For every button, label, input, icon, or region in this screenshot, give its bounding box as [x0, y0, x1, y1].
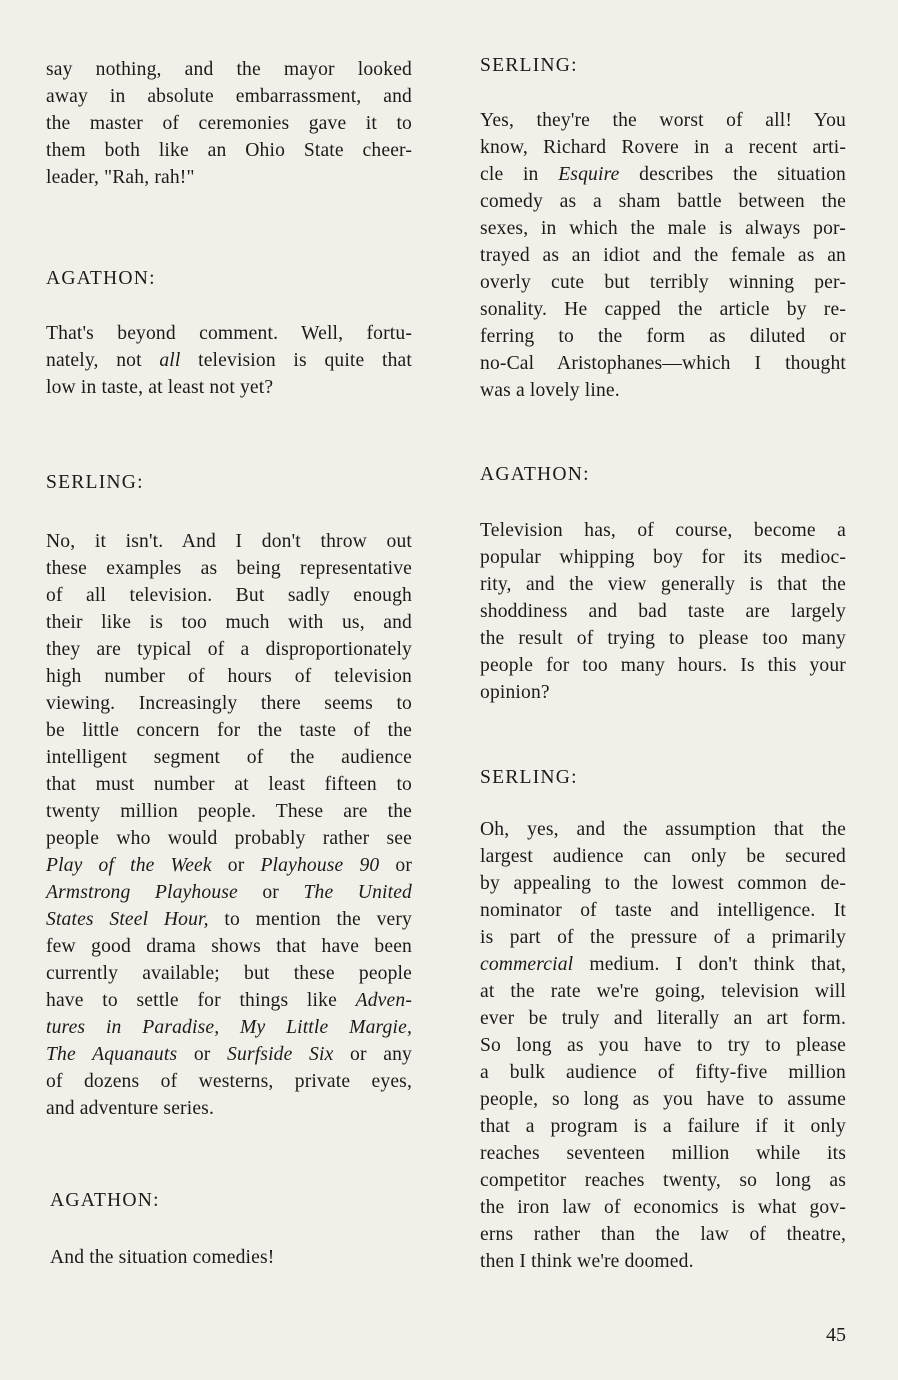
text-line: No, it isn't. And I don't throw out: [46, 531, 412, 552]
text-line: these examples as being representative: [46, 558, 412, 579]
paragraph-beyond-comment: [46, 320, 412, 401]
speaker-label-serling: SERLING:: [46, 472, 144, 493]
text-line: them both like an Ohio State cheer-: [46, 140, 412, 161]
text-line: people, so long as you have to assume: [480, 1089, 846, 1110]
show-title: Surfside Six: [227, 1044, 334, 1065]
page-number: 45: [826, 1324, 846, 1346]
text-line: [480, 161, 846, 188]
text-line: Oh, yes, and the assumption that the: [480, 819, 846, 840]
text-line: ever be truly and literally an art form.: [480, 1008, 846, 1029]
text-line: away in absolute embarrassment, and: [46, 86, 412, 107]
text-segment: or any: [333, 1044, 412, 1065]
text-line: low in taste, at least not yet?: [46, 377, 274, 398]
text-line: [46, 906, 412, 933]
text-segment: describes the situation: [619, 164, 846, 185]
text-line: that a program is a failure if it only: [480, 1116, 846, 1137]
text-segment: or: [379, 855, 412, 876]
paragraph-mayor: [46, 56, 412, 191]
text-line: largest audience can only be secured: [480, 846, 846, 867]
text-line: opinion?: [480, 682, 550, 703]
text-line: trayed as an idiot and the female as an: [480, 245, 846, 266]
magazine-title: Esquire: [558, 164, 620, 185]
show-title: States Steel Hour,: [46, 909, 209, 930]
text-line: be little concern for the taste of the: [46, 720, 412, 741]
show-title: Adven-: [355, 990, 412, 1011]
text-line: shoddiness and bad taste are largely: [480, 601, 846, 622]
speaker-label-agathon: AGATHON:: [46, 268, 156, 289]
speaker-label-agathon: AGATHON:: [480, 464, 590, 485]
speaker-label-serling: SERLING:: [480, 767, 578, 788]
text-line: [46, 1014, 412, 1041]
text-line: competitor reaches twenty, so long as: [480, 1170, 846, 1191]
text-line: rity, and the view generally is that the: [480, 574, 846, 595]
text-segment: to mention the very: [208, 909, 412, 930]
text-segment: television is quite that: [180, 350, 412, 371]
text-line: So long as you have to try to please: [480, 1035, 846, 1056]
text-line: high number of hours of television: [46, 666, 412, 687]
text-line: know, Richard Rovere in a recent arti-: [480, 137, 846, 158]
text-line: the iron law of economics is what gov-: [480, 1197, 846, 1218]
text-line: people for too many hours. Is this your: [480, 655, 846, 676]
text-line: nominator of taste and intelligence. It: [480, 900, 846, 921]
text-segment: or: [211, 855, 261, 876]
text-line: [46, 987, 412, 1014]
text-line: by appealing to the lowest common de-: [480, 873, 846, 894]
show-title: Playhouse 90: [260, 855, 380, 876]
text-segment: nately, not: [46, 350, 160, 371]
text-line: a bulk audience of fifty-five million: [480, 1062, 846, 1083]
text-line: [46, 879, 412, 906]
text-line: Yes, they're the worst of all! You: [480, 110, 846, 131]
show-title: The United: [303, 882, 412, 903]
paragraph-worst-of-all: [480, 107, 846, 404]
show-title: tures in Paradise, My Little Margie,: [46, 1017, 412, 1038]
text-line: [46, 852, 412, 879]
emphasis-text: commercial: [480, 954, 574, 975]
show-title: The Aquanauts: [46, 1044, 178, 1065]
text-line: no-Cal Aristophanes—which I thought: [480, 353, 846, 374]
text-line: the result of trying to please too many: [480, 628, 846, 649]
text-line: sonality. He capped the article by re-: [480, 299, 846, 320]
speaker-label-agathon: AGATHON:: [50, 1190, 160, 1211]
text-line: is part of the pressure of a primarily: [480, 927, 846, 948]
text-line: [46, 1041, 412, 1068]
show-title: Play of the Week: [46, 855, 212, 876]
text-line: twenty million people. These are the: [46, 801, 412, 822]
text-line: few good drama shows that have been: [46, 936, 412, 957]
text-line: That's beyond comment. Well, fortu-: [46, 323, 412, 344]
text-line: at the rate we're going, television will: [480, 981, 846, 1002]
text-line: leader, "Rah, rah!": [46, 167, 195, 188]
text-line: then I think we're doomed.: [480, 1251, 694, 1272]
text-line: viewing. Increasingly there seems to: [46, 693, 412, 714]
text-line: their like is too much with us, and: [46, 612, 412, 633]
paragraph-situation-comedies: [50, 1244, 416, 1271]
text-segment: medium. I don't think that,: [573, 954, 846, 975]
text-segment: have to settle for things like: [46, 990, 356, 1011]
text-line: sexes, in which the male is always por-: [480, 218, 846, 239]
text-line: of dozens of westerns, private eyes,: [46, 1071, 412, 1092]
text-line: currently available; but these people: [46, 963, 412, 984]
show-title: Armstrong Playhouse: [46, 882, 238, 903]
text-line: intelligent segment of the audience: [46, 747, 412, 768]
text-line: people who would probably rather see: [46, 828, 412, 849]
text-segment: or: [177, 1044, 228, 1065]
text-line: popular whipping boy for its medioc-: [480, 547, 846, 568]
text-line: of all television. But sadly enough: [46, 585, 412, 606]
text-line: they are typical of a disproportionately: [46, 639, 412, 660]
text-line: [480, 951, 846, 978]
text-line: was a lovely line.: [480, 380, 620, 401]
text-line: ferring to the form as diluted or: [480, 326, 846, 347]
text-line: comedy as a sham battle between the: [480, 191, 846, 212]
text-line: And the situation comedies!: [50, 1247, 275, 1268]
text-line: the master of ceremonies gave it to: [46, 113, 412, 134]
text-line: that must number at least fifteen to: [46, 774, 412, 795]
paragraph-whipping-boy: [480, 517, 846, 706]
text-line: say nothing, and the mayor looked: [46, 59, 412, 80]
text-line: overly cute but terribly winning per-: [480, 272, 846, 293]
paragraph-examples: [46, 528, 412, 1122]
text-line: reaches seventeen million while its: [480, 1143, 846, 1164]
text-segment: or: [237, 882, 304, 903]
emphasis-text: all: [159, 350, 181, 371]
text-line: Television has, of course, become a: [480, 520, 846, 541]
text-line: and adventure series.: [46, 1098, 214, 1119]
text-line: [46, 347, 412, 374]
text-line: erns rather than the law of theatre,: [480, 1224, 846, 1245]
speaker-label-serling: SERLING:: [480, 55, 578, 76]
text-segment: cle in: [480, 164, 559, 185]
paragraph-assumption: [480, 816, 846, 1275]
